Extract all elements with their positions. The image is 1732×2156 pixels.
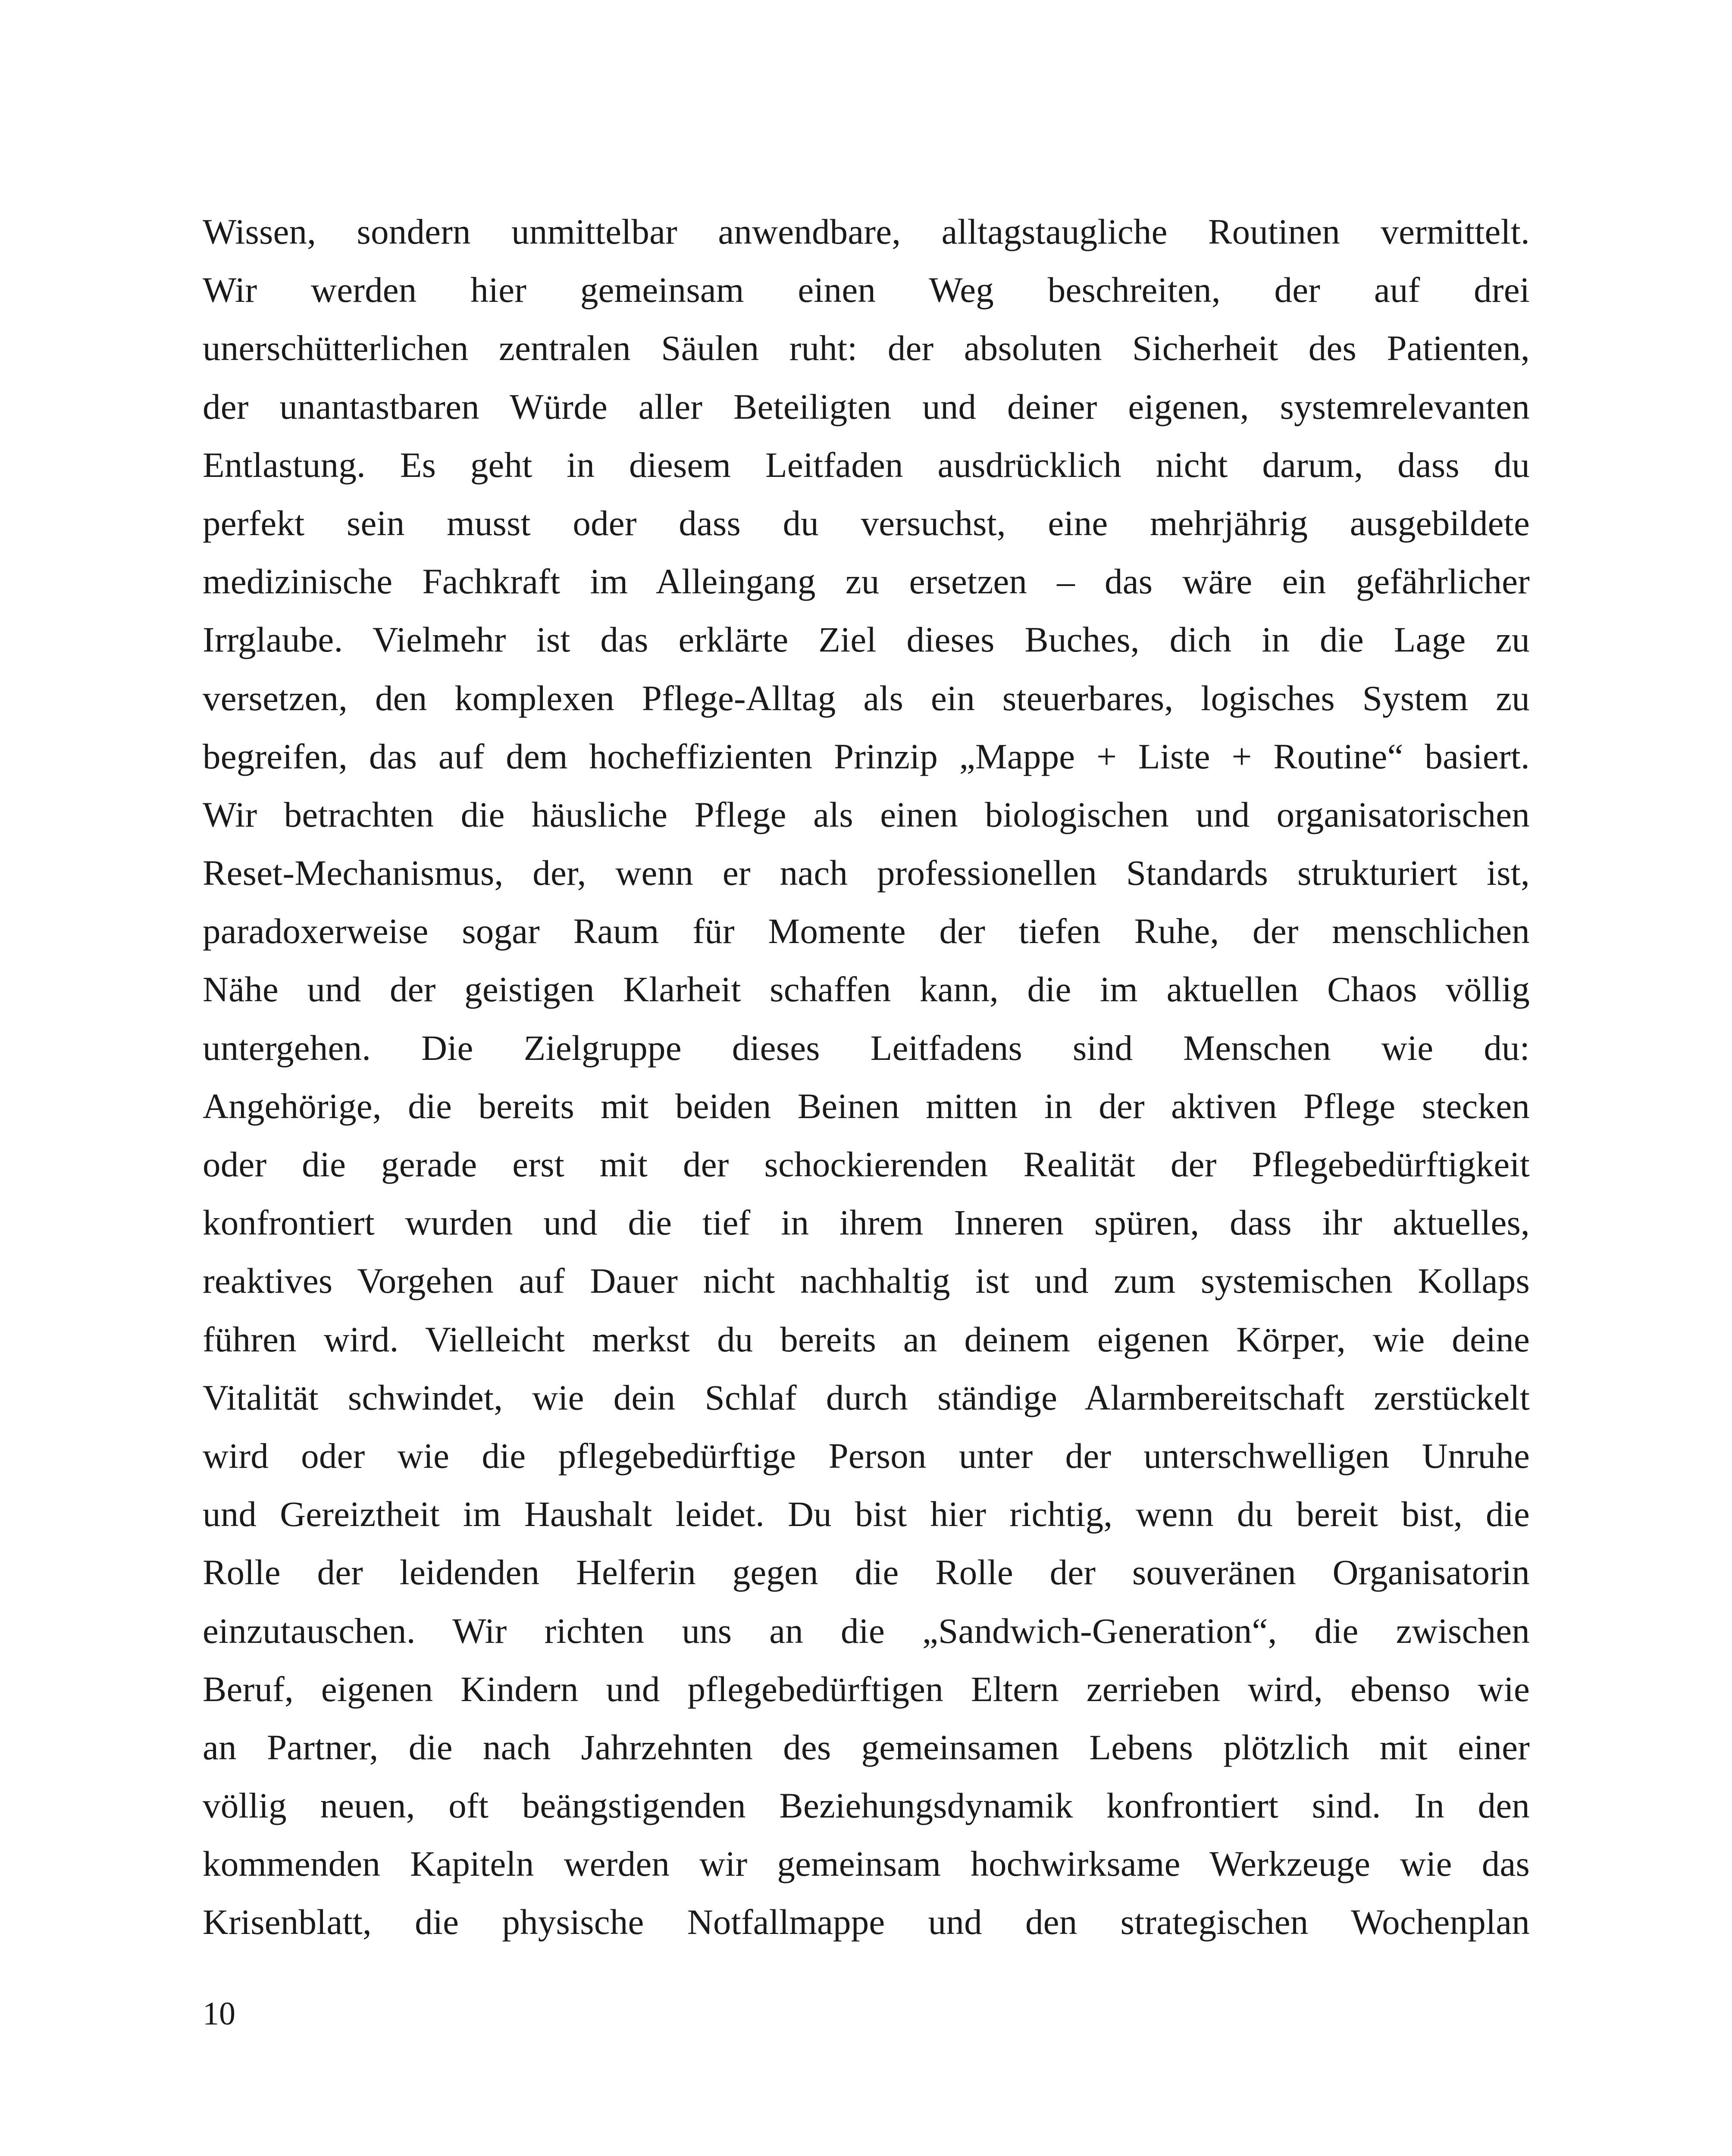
text-line: Reset-Mechanismus, der, wenn er nach professionellen Standards strukturiert ist, — [203, 853, 1530, 893]
text-line: kommenden Kapiteln werden wir gemeinsam hochwirksame Werkzeuge wie das — [203, 1844, 1530, 1884]
text-line: paradoxerweise sogar Raum für Momente der tiefen Ruhe, der menschlichen — [203, 911, 1530, 951]
text-line: reaktives Vorgehen auf Dauer nicht nachhaltig ist und zum systemischen Kollaps — [203, 1261, 1530, 1301]
text-line: oder die gerade erst mit der schockierenden Realität der Pflegebedürftigkeit — [203, 1144, 1530, 1184]
text-line: Irrglaube. Vielmehr ist das erklärte Ziel dieses Buches, dich in die Lage zu — [203, 620, 1530, 660]
text-line: Wissen, sondern unmittelbar anwendbare, alltagstaugliche Routinen vermittelt. — [203, 212, 1530, 251]
text-line: Entlastung. Es geht in diesem Leitfaden ausdrücklich nicht darum, dass du — [203, 445, 1530, 485]
text-line: führen wird. Vielleicht merkst du bereits an deinem eigenen Körper, wie deine — [203, 1319, 1530, 1359]
text-line: Nähe und der geistigen Klarheit schaffen kann, die im aktuellen Chaos völlig — [203, 969, 1530, 1009]
text-line: versetzen, den komplexen Pflege-Alltag als ein steuerbares, logisches System zu — [203, 678, 1530, 718]
text-line: und Gereiztheit im Haushalt leidet. Du bist hier richtig, wenn du bereit bist, die — [203, 1494, 1530, 1534]
text-line: Wir werden hier gemeinsam einen Weg beschreiten, der auf drei — [203, 270, 1530, 310]
text-line: einzutauschen. Wir richten uns an die „Sandwich-Generation“, die zwischen — [203, 1611, 1530, 1651]
text-line: Angehörige, die bereits mit beiden Beinen mitten in der aktiven Pflege stecken — [203, 1086, 1530, 1126]
body-text — [203, 203, 1530, 1952]
text-line: Wir betrachten die häusliche Pflege als einen biologischen und organisatorischen — [203, 794, 1530, 834]
text-line: unerschütterlichen zentralen Säulen ruht: der absoluten Sicherheit des Patienten, — [203, 328, 1530, 368]
text-line: medizinische Fachkraft im Alleingang zu ersetzen – das wäre ein gefährlicher — [203, 561, 1530, 602]
text-line: Vitalität schwindet, wie dein Schlaf durch ständige Alarmbereitschaft zerstückelt — [203, 1377, 1530, 1417]
text-line: perfekt sein musst oder dass du versuchst, eine mehrjährig ausgebildete — [203, 503, 1530, 543]
text-line: Krisenblatt, die physische Notfallmappe und den strategischen Wochenplan — [203, 1902, 1530, 1942]
text-line: wird oder wie die pflegebedürftige Person unter der unterschwelligen Unruhe — [203, 1435, 1530, 1476]
text-line: Beruf, eigenen Kindern und pflegebedürftigen Eltern zerrieben wird, ebenso wie — [203, 1669, 1530, 1709]
text-line: völlig neuen, oft beängstigenden Beziehungsdynamik konfrontiert sind. In den — [203, 1786, 1530, 1826]
text-line: begreifen, das auf dem hocheffizienten Prinzip „Mappe + Liste + Routine“ basiert. — [203, 736, 1530, 776]
page-number: 10 — [203, 1996, 235, 2032]
text-line: der unantastbaren Würde aller Beteiligten und deiner eigenen, systemrelevanten — [203, 386, 1530, 426]
text-line: untergehen. Die Zielgruppe dieses Leitfadens sind Menschen wie du: — [203, 1028, 1530, 1068]
text-line: konfrontiert wurden und die tief in ihrem Inneren spüren, dass ihr aktuelles, — [203, 1203, 1530, 1243]
text-line: Rolle der leidenden Helferin gegen die Rolle der souveränen Organisatorin — [203, 1552, 1530, 1592]
text-line: an Partner, die nach Jahrzehnten des gemeinsamen Lebens plötzlich mit einer — [203, 1727, 1530, 1767]
